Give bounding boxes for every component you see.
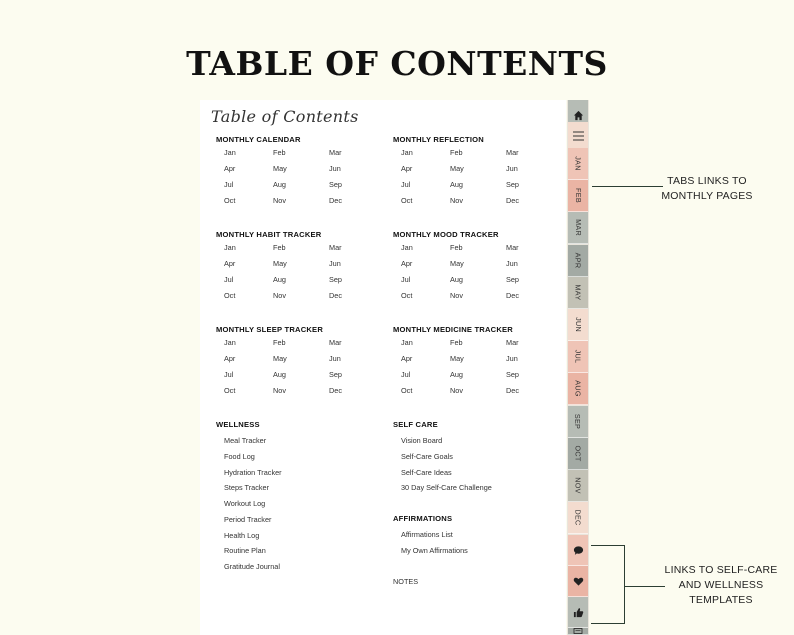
month-link-apr[interactable]: Apr: [401, 259, 413, 268]
month-link-may[interactable]: May: [273, 259, 287, 268]
month-link-mar[interactable]: Mar: [506, 338, 519, 347]
section-monthly-reflection: [393, 132, 543, 210]
month-link-mar[interactable]: Mar: [329, 338, 342, 347]
month-link-dec[interactable]: Dec: [329, 385, 342, 395]
month-link-may[interactable]: May: [450, 354, 464, 363]
month-link-dec[interactable]: Dec: [329, 290, 342, 300]
tab-label: FEB: [573, 188, 583, 204]
month-link-feb[interactable]: Feb: [273, 243, 286, 252]
tab-mar[interactable]: [568, 212, 588, 244]
chat-bubble-icon: [573, 545, 584, 556]
month-link-feb[interactable]: Feb: [450, 338, 463, 347]
list-item-meal-tracker[interactable]: Meal Tracker: [224, 436, 267, 445]
list-item-gratitude-journal[interactable]: Gratitude Journal: [224, 562, 280, 571]
list-item-my-own-affirmations[interactable]: My Own Affirmations: [401, 545, 468, 555]
section-monthly-mood-tracker: [393, 227, 543, 305]
callout-templates-label: [650, 563, 792, 608]
month-link-oct[interactable]: Oct: [224, 385, 236, 395]
section-title[interactable]: MONTHLY HABIT TRACKER: [216, 230, 322, 239]
section-monthly-habit-tracker: [216, 227, 366, 305]
heart-icon: [573, 576, 584, 587]
callout-line-3: TEMPLATES: [689, 594, 753, 606]
month-link-may[interactable]: May: [273, 164, 287, 173]
affirmations-list: [393, 527, 468, 559]
month-link-jun[interactable]: Jun: [506, 354, 518, 363]
tab-aug[interactable]: [568, 373, 588, 405]
page-headline: TABLE OF CONTENTS: [186, 44, 608, 83]
document-icon: [573, 628, 583, 634]
tab-jan[interactable]: [568, 148, 588, 180]
month-link-feb[interactable]: Feb: [273, 148, 286, 157]
tab-label: DEC: [573, 509, 583, 526]
tab-affirmations[interactable]: [568, 597, 588, 628]
month-link-jan[interactable]: Jan: [401, 148, 413, 157]
callout-line-2: AND WELLNESS: [678, 579, 764, 591]
month-link-jan[interactable]: Jan: [224, 148, 236, 157]
tab-label: SEP: [573, 413, 583, 429]
tab-label: JAN: [573, 156, 583, 171]
month-link-sep[interactable]: Sep: [329, 180, 342, 189]
month-link-dec[interactable]: Dec: [506, 290, 519, 300]
list-item-health-log[interactable]: Health Log: [224, 530, 260, 540]
list-item-affirmations-list[interactable]: Affirmations List: [401, 530, 453, 539]
callout-bracket-vertical: [624, 545, 625, 624]
tab-label: OCT: [573, 445, 583, 462]
month-link-oct[interactable]: Oct: [401, 385, 413, 395]
tab-label: JUL: [573, 349, 583, 364]
section-title[interactable]: MONTHLY REFLECTION: [393, 135, 484, 144]
month-link-sep[interactable]: Sep: [506, 275, 519, 284]
month-link-sep[interactable]: Sep: [329, 275, 342, 284]
section-wellness: [216, 417, 282, 575]
month-link-may[interactable]: May: [450, 259, 464, 268]
month-link-aug[interactable]: Aug: [273, 180, 286, 189]
month-link-feb[interactable]: Feb: [273, 338, 286, 347]
home-icon: [573, 110, 584, 121]
month-link-aug[interactable]: Aug: [450, 370, 463, 379]
month-link-oct[interactable]: Oct: [401, 290, 413, 300]
section-monthly-medicine-tracker: [393, 322, 543, 400]
section-title[interactable]: AFFIRMATIONS: [393, 514, 453, 523]
month-link-jun[interactable]: Jun: [329, 354, 341, 363]
month-link-jul[interactable]: Jul: [401, 370, 411, 379]
tab-oct[interactable]: [568, 438, 588, 470]
section-monthly-calendar: [216, 132, 366, 210]
month-link-jun[interactable]: Jun: [329, 164, 341, 173]
month-link-jul[interactable]: Jul: [224, 275, 234, 284]
month-grid: [393, 148, 543, 210]
month-link-apr[interactable]: Apr: [224, 354, 236, 363]
tab-sep[interactable]: [568, 406, 588, 438]
month-link-nov[interactable]: Nov: [273, 385, 286, 395]
list-item-vision-board[interactable]: Vision Board: [401, 436, 443, 445]
list-item-food-log[interactable]: Food Log: [224, 451, 255, 461]
month-link-sep[interactable]: Sep: [506, 370, 519, 379]
tab-label: MAR: [573, 219, 583, 237]
month-link-jan[interactable]: Jan: [401, 338, 413, 347]
month-link-jul[interactable]: Jul: [401, 275, 411, 284]
side-tab-strip: [567, 100, 589, 635]
section-title[interactable]: MONTHLY MEDICINE TRACKER: [393, 325, 513, 334]
month-link-feb[interactable]: Feb: [450, 243, 463, 252]
month-link-jun[interactable]: Jun: [506, 259, 518, 268]
callout-bracket-bottom: [591, 623, 625, 624]
month-link-nov[interactable]: Nov: [273, 195, 286, 205]
tab-label: MAY: [573, 284, 583, 301]
month-link-jan[interactable]: Jan: [224, 243, 236, 252]
month-link-mar[interactable]: Mar: [329, 148, 342, 157]
tab-wellness[interactable]: [568, 566, 588, 597]
tab-label: NOV: [573, 477, 583, 494]
section-title[interactable]: WELLNESS: [216, 420, 260, 429]
month-link-apr[interactable]: Apr: [224, 164, 236, 173]
month-grid: [393, 243, 543, 305]
month-link-feb[interactable]: Feb: [450, 148, 463, 157]
month-link-mar[interactable]: Mar: [329, 243, 342, 252]
month-link-oct[interactable]: Oct: [401, 195, 413, 205]
tab-label: AUG: [573, 380, 583, 398]
month-link-oct[interactable]: Oct: [224, 290, 236, 300]
month-grid: [216, 148, 366, 210]
month-link-jul[interactable]: Jul: [224, 180, 234, 189]
planner-page: [200, 100, 566, 635]
tab-apr[interactable]: [568, 245, 588, 277]
month-link-apr[interactable]: Apr: [224, 259, 236, 268]
month-link-mar[interactable]: Mar: [506, 243, 519, 252]
tab-nov[interactable]: [568, 470, 588, 502]
month-link-nov[interactable]: Nov: [273, 290, 286, 300]
month-link-apr[interactable]: Apr: [401, 164, 413, 173]
list-item-steps-tracker[interactable]: Steps Tracker: [224, 483, 270, 493]
list-item-hydration-tracker[interactable]: Hydration Tracker: [224, 467, 282, 477]
month-grid: [393, 338, 543, 400]
month-link-aug[interactable]: Aug: [450, 275, 463, 284]
month-link-apr[interactable]: Apr: [401, 354, 413, 363]
month-link-dec[interactable]: Dec: [329, 195, 342, 205]
callout-line-2: MONTHLY PAGES: [661, 190, 753, 202]
month-link-jan[interactable]: Jan: [224, 338, 236, 347]
month-link-may[interactable]: May: [273, 354, 287, 363]
tab-notes[interactable]: [568, 628, 588, 635]
section-affirmations: [393, 511, 468, 559]
callout-line-1: LINKS TO SELF-CARE: [664, 564, 778, 576]
thumbs-up-icon: [573, 607, 584, 618]
list-item-self-care-goals[interactable]: Self-Care Goals: [401, 451, 453, 461]
section-monthly-sleep-tracker: [216, 322, 366, 400]
list-item-workout-log[interactable]: Workout Log: [224, 499, 266, 508]
month-link-nov[interactable]: Nov: [450, 195, 463, 205]
month-link-mar[interactable]: Mar: [506, 148, 519, 157]
tab-dec[interactable]: [568, 502, 588, 534]
month-link-jan[interactable]: Jan: [401, 243, 413, 252]
tab-menu[interactable]: [568, 122, 588, 150]
tab-feb[interactable]: [568, 180, 588, 212]
section-title[interactable]: SELF CARE: [393, 420, 438, 429]
list-item-30-day-challenge[interactable]: 30 Day Self-Care Challenge: [401, 483, 492, 493]
tab-jul[interactable]: [568, 341, 588, 373]
list-item-routine-plan[interactable]: Routine Plan: [224, 546, 266, 556]
month-link-dec[interactable]: Dec: [506, 385, 519, 395]
list-item-period-tracker[interactable]: Period Tracker: [224, 514, 272, 524]
month-link-nov[interactable]: Nov: [450, 290, 463, 300]
month-link-aug[interactable]: Aug: [450, 180, 463, 189]
month-link-aug[interactable]: Aug: [273, 275, 286, 284]
section-title[interactable]: MONTHLY MOOD TRACKER: [393, 230, 499, 239]
wellness-list: [216, 433, 282, 575]
tab-jun[interactable]: [568, 309, 588, 341]
section-title[interactable]: MONTHLY CALENDAR: [216, 135, 301, 144]
tab-self-care[interactable]: [568, 535, 588, 566]
notes-link[interactable]: NOTES: [393, 577, 419, 586]
month-link-may[interactable]: May: [450, 164, 464, 173]
month-link-dec[interactable]: Dec: [506, 195, 519, 205]
month-link-jul[interactable]: Jul: [401, 180, 411, 189]
section-self-care: [393, 417, 492, 496]
month-grid: [216, 243, 366, 305]
menu-icon: [572, 130, 585, 142]
tab-label: JUN: [573, 317, 583, 332]
month-link-oct[interactable]: Oct: [224, 195, 236, 205]
month-link-sep[interactable]: Sep: [506, 180, 519, 189]
month-link-aug[interactable]: Aug: [273, 370, 286, 379]
month-link-jun[interactable]: Jun: [329, 259, 341, 268]
script-title: Table of Contents: [211, 107, 359, 126]
month-link-nov[interactable]: Nov: [450, 385, 463, 395]
callout-bracket-top: [591, 545, 625, 546]
tab-may[interactable]: [568, 277, 588, 309]
callout-line-1: TABS LINKS TO: [667, 175, 747, 187]
callout-months-label: [640, 174, 774, 204]
self-care-list: [393, 433, 492, 496]
month-link-jun[interactable]: Jun: [506, 164, 518, 173]
month-link-sep[interactable]: Sep: [329, 370, 342, 379]
list-item-self-care-ideas[interactable]: Self-Care Ideas: [401, 467, 452, 477]
month-grid: [216, 338, 366, 400]
month-link-jul[interactable]: Jul: [224, 370, 234, 379]
tab-label: APR: [573, 252, 583, 268]
section-title[interactable]: MONTHLY SLEEP TRACKER: [216, 325, 324, 334]
